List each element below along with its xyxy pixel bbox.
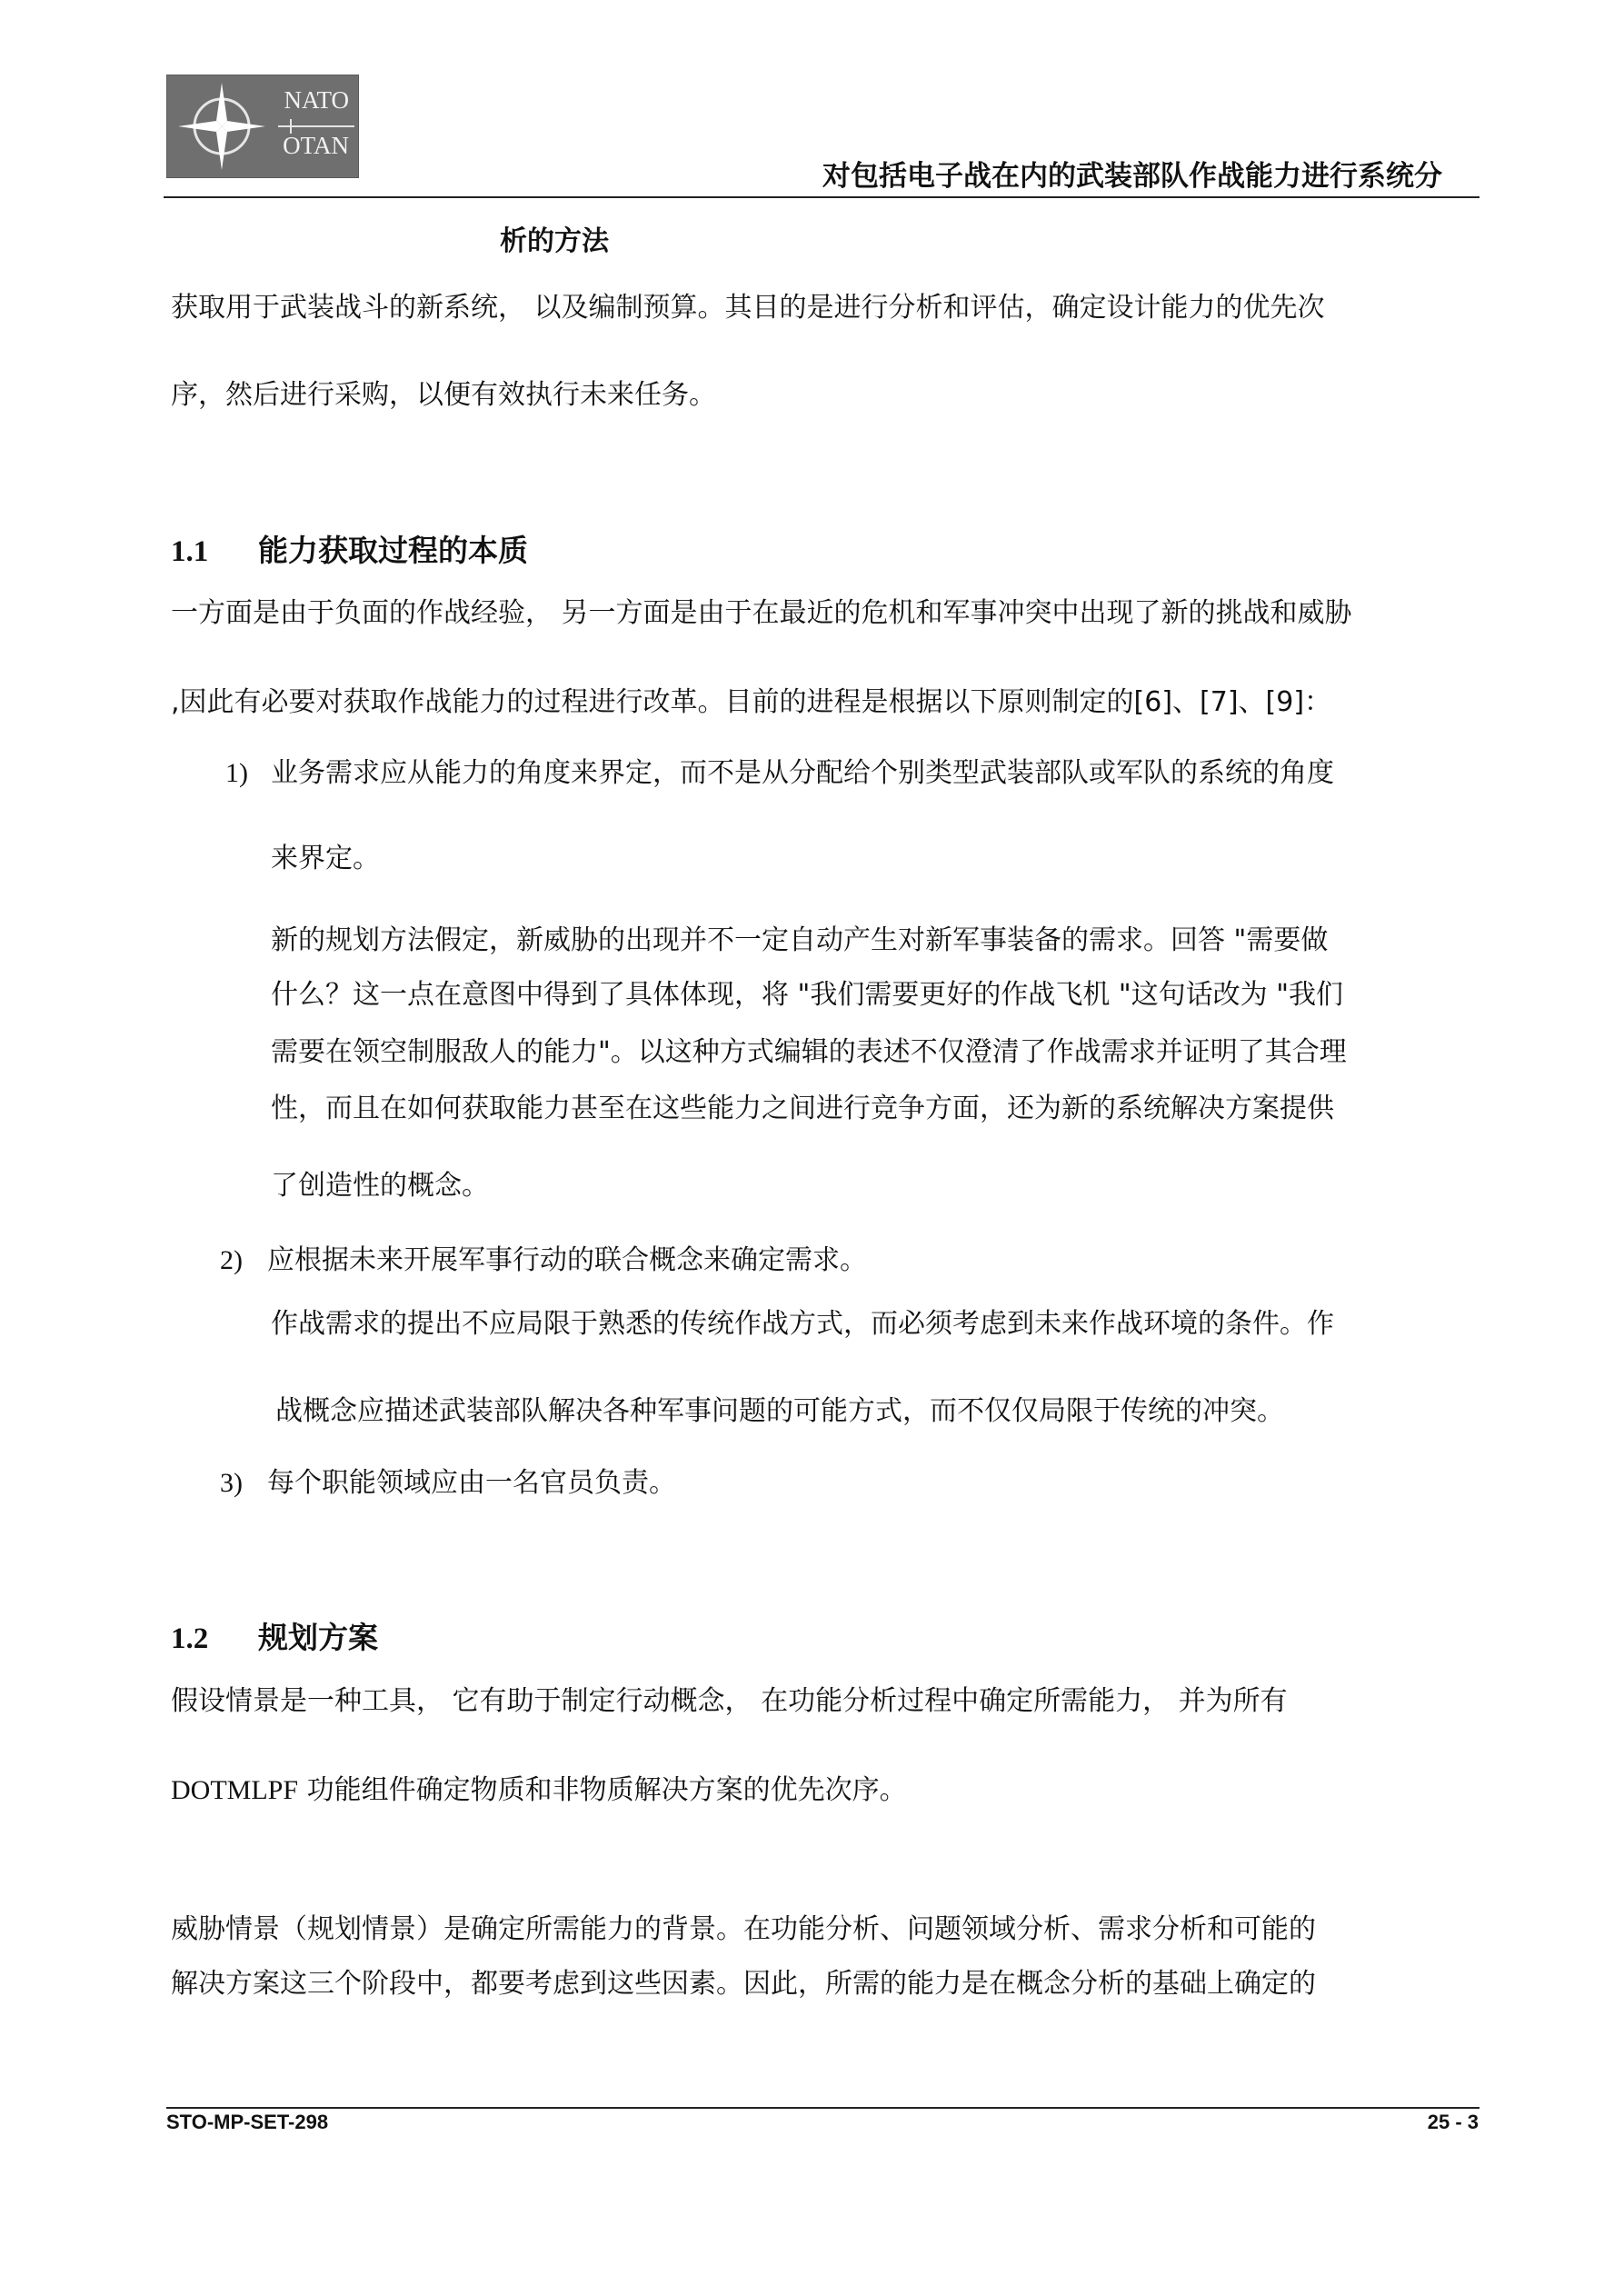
section-number: 1.2 (171, 1622, 209, 1655)
section-title: 规划方案 (258, 1620, 378, 1655)
footer-divider (166, 2107, 1480, 2109)
intro-line-1: 获取用于武装战斗的新系统， 以及编制预算。其目的是进行分析和评估，确定设计能力的优先次 (171, 292, 1325, 324)
s12-para1-line-2 (171, 1774, 907, 1806)
s12-para2-line-1: 威胁情景（规划情景）是确定所需能力的背景。在功能分析、问题领域分析、需求分析和可能的 (171, 1913, 1316, 1945)
list-item-1-detail-line-2: 什么？这一点在意图中得到了具体体现，将 "我们需要更好的作战飞机 "这句话改为 "我们 (271, 979, 1344, 1011)
section-heading-1-1 (171, 527, 528, 570)
running-header-title: 对包括电子战在内的武装部队作战能力进行系统分 (822, 160, 1442, 193)
list-item-2-line-1: 应根据未来开展军事行动的联合概念来确定需求。 (267, 1244, 867, 1276)
s12-para2-line-2: 解决方案这三个阶段中，都要考虑到这些因素。因此，所需的能力是在概念分析的基础上确定的 (171, 1968, 1316, 2000)
list-item-1-detail-line-4: 性，而且在如何获取能力甚至在这些能力之间进行竞争方面，还为新的系统解决方案提供 (271, 1093, 1334, 1124)
header-divider (164, 196, 1480, 198)
list-item-1-detail-line-5: 了创造性的概念。 (271, 1170, 489, 1202)
list-item-1-line-1: 业务需求应从能力的角度来界定，而不是从分配给个别类型武装部队或军队的系统的角度 (271, 757, 1334, 789)
running-header-title-continuation: 析的方法 (500, 225, 609, 257)
section-heading-1-2 (171, 1614, 378, 1657)
nato-otan-logo (166, 75, 359, 178)
footer-document-id: STO-MP-SET-298 (166, 2111, 329, 2133)
intro-line-2: 序，然后进行采购，以便有效执行未来任务。 (171, 379, 716, 411)
list-item-3-line-1: 每个职能领域应由一名官员负责。 (267, 1467, 676, 1499)
list-marker-3: 3) (220, 1468, 243, 1498)
footer-page-number: 25 - 3 (1427, 2111, 1479, 2133)
s12-para1-line-2-text: 功能组件确定物质和非物质解决方案的优先次序。 (298, 1774, 907, 1806)
s12-para1-line-1: 假设情景是一种工具， 它有助于制定行动概念， 在功能分析过程中确定所需能力， 并为所有 (171, 1685, 1288, 1717)
list-item-1-line-2: 来界定。 (271, 843, 380, 874)
list-item-1-detail-line-1: 新的规划方法假定，新威胁的出现并不一定自动产生对新军事装备的需求。回答 "需要做 (271, 924, 1329, 956)
list-item-2-detail-line-2: 战概念应描述武装部队解决各种军事问题的可能方式，而不仅仅局限于传统的冲突。 (275, 1395, 1284, 1427)
logo-text-nato: NATO (284, 86, 349, 114)
s11-para-line-1: 一方面是由于负面的作战经验， 另一方面是由于在最近的危机和军事冲突中出现了新的挑战和威胁 (171, 597, 1352, 629)
section-title: 能力获取过程的本质 (258, 533, 528, 568)
list-item-1-detail-line-3: 需要在领空制服敌人的能力"。以这种方式编辑的表述不仅澄清了作战需求并证明了其合理 (271, 1036, 1347, 1068)
logo-text-otan: OTAN (283, 132, 349, 159)
list-item-2-detail-line-1: 作战需求的提出不应局限于熟悉的传统作战方式，而必须考虑到未来作战环境的条件。作 (271, 1308, 1334, 1340)
section-number: 1.1 (171, 535, 209, 568)
list-marker-2: 2) (220, 1245, 243, 1275)
list-marker-1: 1) (225, 758, 248, 788)
dotmlpf-acronym: DOTMLPF (171, 1775, 299, 1805)
s11-para-line-2: ,因此有必要对获取作战能力的过程进行改革。目前的进程是根据以下原则制定的[6]、[7]、[9]： (171, 686, 1332, 718)
